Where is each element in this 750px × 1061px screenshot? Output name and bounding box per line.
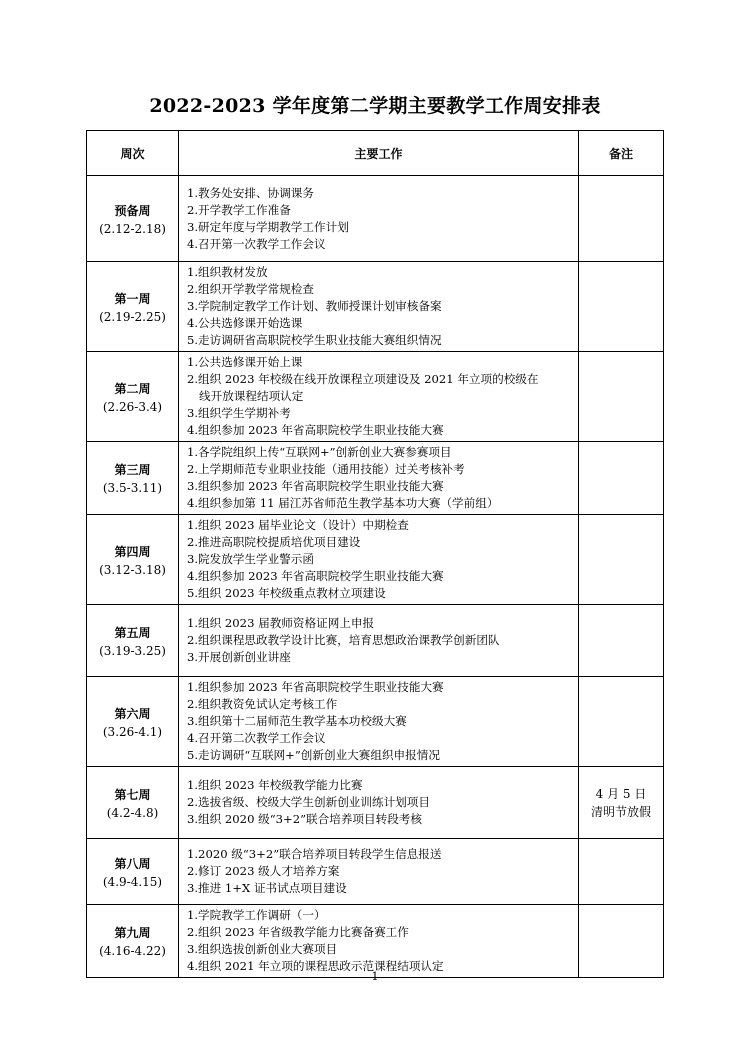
task-item: 5.组织 2023 年校级重点教材立项建设 xyxy=(187,586,386,600)
note-cell xyxy=(579,352,664,442)
tasks-cell xyxy=(179,839,579,905)
week-cell xyxy=(87,176,179,262)
tasks-cell xyxy=(179,262,579,352)
task-item: 3.组织学生学期补考 xyxy=(187,406,291,420)
task-item: 2.修订 2023 级人才培养方案 xyxy=(187,864,340,878)
tasks-cell xyxy=(179,352,579,442)
tasks-cell xyxy=(179,442,579,515)
task-item: 4.组织参加第 11 届江苏省师范生教学基本功大赛（学前组） xyxy=(187,496,499,510)
table-row xyxy=(87,515,664,605)
task-item: 5.走访调研“互联网+”创新创业大赛组织申报情况 xyxy=(187,748,440,762)
task-item: 3.研定年度与学期教学工作计划 xyxy=(187,219,349,234)
note-cell xyxy=(579,677,664,767)
page-title: 2022-2023 学年度第二学期主要教学工作周安排表 xyxy=(149,95,601,117)
week-cell xyxy=(87,605,179,677)
week-cell xyxy=(87,905,179,978)
week-date-range: (3.26-4.1) xyxy=(102,724,163,739)
task-item: 1.学院教学工作调研（一） xyxy=(187,908,326,922)
week-date-range: (3.5-3.11) xyxy=(102,481,163,495)
note-cell xyxy=(579,515,664,605)
week-name: 第八周 xyxy=(114,856,151,871)
note-cell xyxy=(579,176,664,262)
table-row xyxy=(87,442,664,515)
table-row xyxy=(87,605,664,677)
task-item: 1.教务处安排、协调课务 xyxy=(187,185,314,200)
week-cell xyxy=(87,767,179,839)
task-item: 1.组织 2023 届毕业论文（设计）中期检查 xyxy=(187,518,409,532)
task-item: 1.组织教材发放 xyxy=(187,265,268,279)
week-date-range: (3.19-3.25) xyxy=(99,643,166,658)
task-item: 5.走访调研省高职院校学生职业技能大赛组织情况 xyxy=(187,333,442,347)
week-name: 第四周 xyxy=(114,544,151,559)
tasks-cell xyxy=(179,515,579,605)
task-item: 3.组织 2020 级“3+2”联合培养项目转段考核 xyxy=(187,812,422,826)
table-row xyxy=(87,176,664,262)
week-name: 第五周 xyxy=(114,625,151,640)
week-date-range: (2.12-2.18) xyxy=(99,221,166,236)
tasks-cell xyxy=(179,767,579,839)
week-date-range: (4.16-4.22) xyxy=(99,944,166,958)
task-item: 1.公共选修课开始上课 xyxy=(187,355,303,369)
note-cell xyxy=(579,442,664,515)
task-item: 3.组织第十二届师范生教学基本功校级大赛 xyxy=(187,714,407,728)
week-date-range: (2.26-3.4) xyxy=(102,399,163,414)
week-cell xyxy=(87,262,179,352)
task-item: 1.2020 级“3+2”联合培养项目转段学生信息报送 xyxy=(187,847,442,861)
note-cell xyxy=(579,839,664,905)
task-item: 4.召开第一次教学工作会议 xyxy=(187,236,326,251)
week-name: 预备周 xyxy=(114,203,151,218)
week-cell xyxy=(87,839,179,905)
header-week: 周次 xyxy=(87,131,179,176)
task-item: 4.组织 2021 年立项的课程思政示范课程结项认定 xyxy=(187,959,444,973)
week-cell xyxy=(87,515,179,605)
task-item: 2.组织教资免试认定考核工作 xyxy=(187,697,338,711)
week-cell xyxy=(87,352,179,442)
task-item: 线开放课程结项认定 xyxy=(199,389,304,403)
week-name: 第七周 xyxy=(114,787,151,802)
table-row xyxy=(87,352,664,442)
task-item: 1.组织 2023 年校级教学能力比赛 xyxy=(187,778,363,792)
task-item: 2.推进高职院校提质培优项目建设 xyxy=(187,535,361,549)
week-cell xyxy=(87,442,179,515)
task-item: 3.学院制定教学工作计划、教师授课计划审核备案 xyxy=(187,299,442,313)
note-cell xyxy=(579,262,664,352)
task-item: 4.召开第二次教学工作会议 xyxy=(187,731,326,745)
note-cell xyxy=(579,605,664,677)
table-row xyxy=(87,839,664,905)
task-item: 2.上学期师范专业职业技能（通用技能）过关考核补考 xyxy=(187,462,465,476)
tasks-cell xyxy=(179,677,579,767)
week-name: 第一周 xyxy=(114,291,151,306)
tasks-cell xyxy=(179,905,579,978)
week-cell xyxy=(87,677,179,767)
week-name: 第六周 xyxy=(114,706,151,721)
task-item: 1.组织 2023 届教师资格证网上申报 xyxy=(187,616,375,630)
task-item: 4.公共选修课开始选课 xyxy=(187,316,303,330)
task-item: 2.组织 2023 年校级在线开放课程立项建设及 2021 年立项的校级在 xyxy=(187,372,539,386)
week-date-range: (3.12-3.18) xyxy=(99,562,166,577)
table-row xyxy=(87,262,664,352)
note-cell xyxy=(579,905,664,978)
task-item: 2.组织开学教学常规检查 xyxy=(187,282,314,296)
table-row xyxy=(87,677,664,767)
header-note: 备注 xyxy=(579,131,664,176)
task-item: 4.组织参加 2023 年省高职院校学生职业技能大赛 xyxy=(187,423,444,437)
task-item: 2.选拔省级、校级大学生创新创业训练计划项目 xyxy=(187,795,430,809)
schedule-table xyxy=(86,130,664,978)
task-item: 1.各学院组织上传“互联网+”创新创业大赛参赛项目 xyxy=(187,445,452,459)
week-date-range: (4.2-4.8) xyxy=(106,805,159,820)
week-date-range: (4.9-4.15) xyxy=(102,874,163,889)
page-number: 1 xyxy=(371,970,379,983)
task-item: 2.组织 2023 年省级教学能力比赛备赛工作 xyxy=(187,925,409,939)
week-name: 第三周 xyxy=(114,463,151,477)
week-date-range: (2.19-2.25) xyxy=(99,309,166,324)
task-item: 3.组织参加 2023 年省高职院校学生职业技能大赛 xyxy=(187,479,444,493)
table-header-row xyxy=(87,131,664,176)
task-item: 3.开展创新创业讲座 xyxy=(187,650,291,664)
table-row xyxy=(87,767,664,839)
note-cell: 4 月 5 日 清明节放假 xyxy=(579,767,664,839)
header-tasks: 主要工作 xyxy=(179,131,579,176)
task-item: 3.院发放学生学业警示函 xyxy=(187,552,314,566)
task-item: 1.组织参加 2023 年省高职院校学生职业技能大赛 xyxy=(187,680,444,694)
task-item: 4.组织参加 2023 年省高职院校学生职业技能大赛 xyxy=(187,569,444,583)
task-item: 2.开学教学工作准备 xyxy=(187,202,291,217)
week-name: 第二周 xyxy=(114,381,151,396)
week-name: 第九周 xyxy=(114,926,151,940)
tasks-cell xyxy=(179,176,579,262)
task-item: 3.推进 1+X 证书试点项目建设 xyxy=(187,881,347,895)
task-item: 2.组织课程思政教学设计比赛，培育思想政治课教学创新团队 xyxy=(187,633,500,647)
task-item: 3.组织选拔创新创业大赛项目 xyxy=(187,942,338,956)
table-row xyxy=(87,905,664,978)
tasks-cell xyxy=(179,605,579,677)
